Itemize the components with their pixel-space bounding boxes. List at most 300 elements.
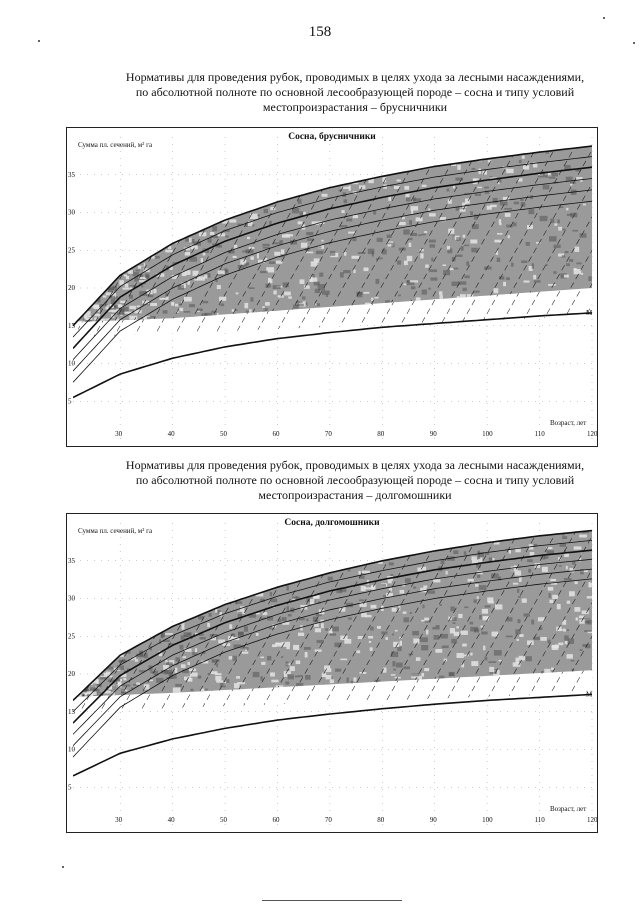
- stipple-patch: [506, 277, 510, 280]
- x-tick-label: 30: [115, 816, 123, 824]
- stipple-patch: [121, 689, 124, 693]
- stipple-patch: [528, 569, 531, 573]
- stipple-patch: [545, 175, 548, 178]
- stipple-patch: [567, 654, 573, 659]
- x-axis-label: Возраст, лет: [550, 419, 587, 427]
- x-tick-label: 40: [167, 816, 175, 824]
- x-tick-label: 80: [377, 430, 385, 438]
- x-tick-label: 50: [220, 430, 228, 438]
- stipple-patch: [479, 615, 482, 619]
- stipple-patch: [262, 244, 269, 247]
- stipple-patch: [405, 578, 411, 583]
- stipple-patch: [159, 298, 166, 300]
- stipple-patch: [421, 645, 428, 650]
- stipple-patch: [451, 639, 457, 644]
- stipple-patch: [272, 644, 276, 647]
- stipple-patch: [388, 581, 392, 584]
- y-tick-label: 10: [68, 359, 75, 368]
- stipple-patch: [466, 262, 469, 266]
- x-axis-label: Возраст, лет: [550, 805, 587, 813]
- y-axis-label: Сумма пл. сечений, м² га: [78, 527, 153, 535]
- stipple-patch: [544, 669, 550, 673]
- y-tick-label: 15: [68, 321, 75, 330]
- stipple-patch: [287, 586, 289, 591]
- stipple-patch: [362, 571, 370, 574]
- stipple-patch: [558, 227, 562, 231]
- stipple-patch: [183, 656, 187, 658]
- stipple-patch: [281, 656, 283, 658]
- stipple-patch: [263, 308, 268, 312]
- stipple-patch: [416, 217, 423, 221]
- stipple-patch: [301, 243, 308, 248]
- stipple-patch: [253, 672, 260, 677]
- stipple-patch: [117, 665, 124, 670]
- y-tick-label: 25: [68, 632, 75, 641]
- stipple-patch: [376, 279, 380, 284]
- stipple-patch: [103, 296, 107, 298]
- stipple-patch: [252, 225, 255, 227]
- stipple-patch: [519, 577, 522, 582]
- stipple-patch: [579, 535, 587, 538]
- stipple-patch: [220, 304, 224, 307]
- stipple-patch: [434, 635, 440, 640]
- stipple-patch: [306, 232, 313, 236]
- stipple-patch: [271, 680, 278, 683]
- stipple-patch: [464, 245, 469, 247]
- y-tick-label: 10: [68, 745, 75, 754]
- annotation-M: M: [586, 308, 593, 317]
- stipple-patch: [210, 232, 214, 235]
- stipple-patch: [396, 663, 403, 668]
- stipple-patch: [293, 305, 299, 309]
- stipple-patch: [479, 169, 481, 174]
- stipple-patch: [406, 197, 411, 202]
- stipple-patch: [86, 315, 91, 317]
- stipple-patch: [576, 263, 581, 265]
- stipple-patch: [527, 559, 533, 562]
- stipple-patch: [509, 550, 511, 554]
- stipple-patch: [281, 617, 286, 621]
- stipple-patch: [340, 225, 347, 228]
- stipple-patch: [257, 214, 260, 216]
- stipple-patch: [270, 592, 272, 596]
- x-tick-label: 60: [272, 430, 280, 438]
- stipple-patch: [418, 235, 422, 237]
- stipple-patch: [247, 237, 250, 239]
- y-tick-label: 25: [68, 246, 75, 255]
- stipple-patch: [284, 292, 291, 296]
- stipple-patch: [549, 593, 551, 598]
- x-tick-label: 80: [377, 816, 385, 824]
- stipple-patch: [260, 676, 263, 680]
- stipple-patch: [166, 662, 173, 665]
- x-tick-label: 90: [429, 430, 437, 438]
- stipple-patch: [211, 671, 218, 674]
- stipple-patch: [381, 584, 386, 586]
- stipple-patch: [392, 661, 395, 666]
- stipple-patch: [118, 681, 122, 685]
- stipple-patch: [181, 664, 186, 668]
- chart-caption-1: [100, 70, 610, 115]
- scan-speck: [38, 40, 40, 42]
- stipple-patch: [256, 633, 259, 636]
- stipple-patch: [397, 261, 401, 265]
- stipple-patch: [242, 652, 248, 654]
- stipple-patch: [349, 186, 351, 191]
- stipple-patch: [413, 198, 421, 201]
- stipple-patch: [200, 637, 206, 640]
- stipple-patch: [377, 626, 381, 629]
- stipple-patch: [518, 596, 521, 598]
- stipple-patch: [483, 646, 485, 651]
- stipple-patch: [450, 607, 454, 612]
- y-tick-label: 5: [68, 397, 72, 406]
- stipple-patch: [273, 285, 281, 289]
- stipple-patch: [317, 640, 324, 643]
- stipple-patch: [570, 213, 577, 218]
- stipple-patch: [296, 661, 301, 665]
- chart-svg: [66, 127, 598, 447]
- stipple-patch: [430, 244, 436, 248]
- stipple-patch: [353, 215, 358, 218]
- stipple-patch: [305, 652, 308, 658]
- stipple-patch: [201, 258, 203, 262]
- stipple-patch: [233, 256, 237, 258]
- x-tick-label: 70: [324, 430, 332, 438]
- stipple-patch: [410, 280, 418, 282]
- stipple-patch: [518, 619, 521, 623]
- stipple-patch: [298, 633, 304, 636]
- stipple-patch: [580, 649, 583, 651]
- stipple-patch: [319, 247, 322, 249]
- stipple-patch: [532, 263, 534, 268]
- stipple-patch: [348, 232, 355, 234]
- stipple-patch: [461, 631, 468, 635]
- stipple-patch: [456, 626, 459, 628]
- stipple-patch: [175, 304, 179, 307]
- stipple-patch: [369, 641, 371, 643]
- stipple-patch: [322, 194, 328, 197]
- stipple-patch: [216, 680, 223, 682]
- stipple-patch: [423, 605, 425, 609]
- stipple-patch: [207, 623, 210, 627]
- stipple-patch: [464, 607, 468, 609]
- y-tick-label: 35: [68, 556, 75, 565]
- stipple-patch: [576, 617, 579, 620]
- stipple-patch: [330, 633, 337, 636]
- stipple-patch: [182, 625, 185, 630]
- stipple-patch: [184, 297, 192, 302]
- stipple-patch: [472, 168, 476, 170]
- stipple-patch: [432, 627, 439, 630]
- stipple-patch: [428, 288, 431, 290]
- stipple-patch: [531, 620, 534, 625]
- x-tick-label: 30: [115, 430, 123, 438]
- stipple-patch: [457, 653, 464, 658]
- stipple-patch: [250, 256, 254, 259]
- stipple-patch: [400, 641, 402, 646]
- stipple-patch: [517, 589, 519, 593]
- stipple-patch: [356, 650, 360, 653]
- stipple-patch: [425, 265, 429, 268]
- stipple-patch: [409, 243, 412, 247]
- stipple-patch: [587, 596, 592, 598]
- stipple-patch: [389, 562, 394, 565]
- stipple-patch: [212, 226, 217, 231]
- stipple-patch: [524, 281, 530, 283]
- stipple-patch: [265, 302, 270, 306]
- stipple-patch: [549, 236, 557, 241]
- stipple-patch: [548, 284, 556, 286]
- stipple-patch: [139, 291, 147, 296]
- stipple-patch: [371, 298, 373, 301]
- stipple-patch: [392, 608, 397, 612]
- stipple-patch: [332, 627, 339, 632]
- stipple-patch: [572, 230, 578, 232]
- stipple-patch: [304, 285, 310, 289]
- stipple-patch: [260, 271, 268, 273]
- stipple-patch: [245, 263, 248, 267]
- stipple-patch: [237, 682, 245, 684]
- stipple-patch: [481, 632, 487, 635]
- stipple-patch: [321, 240, 323, 242]
- stipple-patch: [552, 595, 558, 599]
- stipple-patch: [544, 556, 548, 559]
- stipple-patch: [552, 173, 558, 177]
- stipple-patch: [497, 233, 502, 235]
- stipple-patch: [163, 310, 168, 314]
- stipple-patch: [520, 199, 523, 201]
- stipple-patch: [442, 646, 449, 649]
- stipple-patch: [112, 686, 116, 690]
- stipple-patch: [175, 684, 182, 687]
- x-tick-label: 110: [534, 430, 545, 438]
- caption-line: по абсолютной полноте по основной лесообразующей породе – сосна и типу условий: [135, 473, 575, 487]
- stipple-patch: [136, 683, 140, 685]
- stipple-patch: [269, 261, 276, 264]
- stipple-patch: [330, 251, 335, 256]
- stipple-patch: [557, 604, 561, 609]
- stipple-patch: [452, 235, 454, 240]
- stipple-patch: [554, 223, 557, 225]
- stipple-patch: [489, 661, 497, 663]
- stipple-patch: [565, 641, 568, 645]
- stipple-patch: [306, 619, 308, 622]
- stipple-patch: [515, 571, 521, 576]
- stipple-patch: [470, 622, 474, 625]
- stipple-patch: [165, 250, 172, 253]
- stipple-patch: [120, 679, 122, 681]
- stipple-patch: [232, 656, 237, 661]
- stipple-patch: [300, 279, 305, 284]
- stipple-patch: [358, 252, 366, 254]
- scan-edge-line: [262, 900, 402, 901]
- stipple-patch: [475, 193, 481, 196]
- stipple-patch: [220, 683, 226, 687]
- stipple-patch: [461, 663, 464, 667]
- stipple-patch: [403, 229, 409, 234]
- stipple-patch: [267, 656, 271, 661]
- stipple-patch: [429, 213, 436, 216]
- stipple-patch: [470, 211, 473, 215]
- stipple-patch: [260, 657, 264, 659]
- stipple-patch: [184, 677, 187, 681]
- stipple-patch: [229, 219, 236, 222]
- stipple-patch: [503, 282, 506, 286]
- stipple-patch: [566, 566, 568, 569]
- stipple-patch: [477, 596, 479, 598]
- stipple-patch: [479, 585, 487, 590]
- stipple-patch: [420, 637, 428, 642]
- stipple-patch: [428, 590, 436, 593]
- stipple-patch: [290, 666, 295, 671]
- stipple-patch: [505, 213, 511, 217]
- x-tick-label: 50: [220, 816, 228, 824]
- stipple-patch: [463, 288, 467, 291]
- stipple-patch: [185, 252, 190, 256]
- stipple-patch: [403, 612, 407, 614]
- stipple-patch: [249, 287, 255, 289]
- stipple-patch: [514, 202, 519, 205]
- stipple-patch: [310, 599, 315, 604]
- stipple-patch: [506, 636, 513, 638]
- stipple-patch: [581, 273, 583, 275]
- x-tick-label: 60: [272, 816, 280, 824]
- stipple-patch: [422, 673, 425, 677]
- stipple-patch: [574, 546, 582, 549]
- stipple-patch: [358, 571, 360, 575]
- stipple-patch: [478, 551, 480, 556]
- stipple-patch: [199, 232, 207, 236]
- stipple-patch: [397, 180, 401, 182]
- stipple-patch: [422, 290, 427, 295]
- stipple-patch: [317, 303, 320, 306]
- stipple-patch: [204, 689, 208, 691]
- stipple-patch: [558, 643, 563, 646]
- stipple-patch: [524, 613, 530, 616]
- stipple-patch: [468, 579, 474, 582]
- stipple-patch: [464, 551, 467, 555]
- stipple-patch: [136, 270, 140, 272]
- stipple-patch: [232, 309, 235, 312]
- stipple-patch: [388, 243, 392, 245]
- stipple-patch: [455, 178, 463, 181]
- caption-line: Нормативы для проведения рубок, проводимых в целях ухода за лесными насаждениями,: [125, 70, 585, 84]
- stipple-patch: [226, 679, 229, 683]
- stipple-patch: [452, 282, 459, 287]
- stipple-patch: [330, 679, 334, 683]
- chart-svg: [66, 513, 598, 833]
- stipple-patch: [473, 178, 479, 180]
- y-tick-label: 35: [68, 170, 75, 179]
- stipple-patch: [422, 185, 427, 187]
- stipple-patch: [519, 656, 525, 661]
- stipple-patch: [314, 282, 320, 286]
- stipple-patch: [129, 306, 136, 309]
- stipple-patch: [391, 674, 396, 676]
- stipple-patch: [562, 536, 567, 539]
- stipple-patch: [372, 251, 374, 256]
- stipple-patch: [473, 291, 479, 293]
- chart-caption-2: [100, 458, 610, 503]
- stipple-patch: [377, 238, 383, 242]
- stipple-patch: [244, 303, 248, 308]
- stipple-patch: [471, 248, 477, 253]
- stipple-patch: [375, 297, 379, 299]
- caption-line: местопроизрастания – брусничники: [262, 100, 448, 114]
- stipple-patch: [513, 223, 517, 227]
- stipple-patch: [163, 665, 169, 670]
- stipple-patch: [368, 636, 373, 639]
- stipple-patch: [430, 277, 437, 280]
- stipple-patch: [190, 689, 193, 691]
- stipple-patch: [193, 271, 199, 276]
- stipple-patch: [215, 676, 221, 681]
- stipple-patch: [574, 247, 579, 252]
- annotation-M: M: [586, 690, 593, 699]
- stipple-patch: [364, 587, 372, 589]
- stipple-patch: [153, 289, 156, 293]
- stipple-patch: [173, 688, 181, 694]
- stipple-patch: [550, 579, 556, 581]
- stipple-patch: [348, 618, 352, 620]
- stipple-patch: [286, 647, 289, 650]
- stipple-patch: [395, 630, 398, 632]
- stipple-patch: [463, 235, 466, 238]
- stipple-patch: [470, 240, 477, 244]
- stipple-patch: [413, 587, 416, 589]
- stipple-patch: [236, 292, 239, 294]
- stipple-patch: [489, 667, 494, 672]
- stipple-patch: [238, 612, 243, 617]
- stipple-patch: [542, 567, 548, 572]
- stipple-patch: [373, 211, 376, 215]
- stipple-patch: [286, 234, 294, 236]
- stipple-patch: [238, 632, 244, 636]
- stipple-patch: [571, 660, 575, 662]
- stipple-patch: [485, 553, 489, 555]
- stipple-patch: [516, 658, 519, 663]
- stipple-patch: [521, 261, 527, 264]
- stipple-patch: [287, 606, 290, 611]
- stipple-patch: [269, 221, 272, 225]
- stipple-patch: [383, 595, 386, 597]
- stipple-patch: [354, 677, 357, 681]
- stipple-patch: [567, 601, 570, 604]
- chart-pine-lingonberry: [66, 127, 598, 447]
- stipple-patch: [540, 216, 548, 221]
- stipple-patch: [436, 625, 440, 627]
- stipple-patch: [460, 209, 466, 211]
- caption-line: Нормативы для проведения рубок, проводимых в целях ухода за лесными насаждениями,: [125, 458, 585, 472]
- stipple-patch: [135, 659, 139, 661]
- stipple-patch: [511, 569, 514, 571]
- stipple-patch: [517, 639, 520, 641]
- stipple-patch: [409, 220, 412, 225]
- stipple-patch: [229, 624, 232, 629]
- stipple-patch: [458, 614, 462, 618]
- stipple-patch: [275, 643, 282, 645]
- stipple-patch: [188, 678, 193, 682]
- stipple-patch: [490, 205, 497, 208]
- stipple-patch: [244, 626, 248, 631]
- x-tick-label: 90: [429, 816, 437, 824]
- stipple-patch: [440, 604, 442, 606]
- stipple-patch: [386, 637, 388, 640]
- stipple-patch: [416, 657, 421, 661]
- stipple-patch: [447, 189, 450, 192]
- y-tick-label: 15: [68, 707, 75, 716]
